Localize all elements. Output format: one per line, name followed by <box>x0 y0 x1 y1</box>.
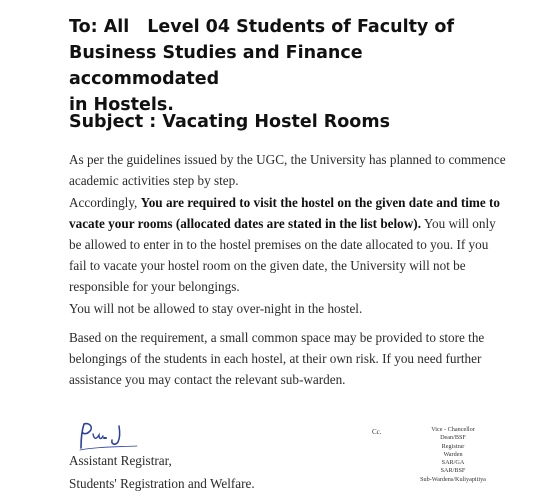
signature-mark <box>75 420 145 454</box>
recipient-heading <box>69 14 509 118</box>
paragraph-overnight: You will not be allowed to stay over-night in the hostel. <box>69 301 363 316</box>
paragraph-guidelines: As per the guidelines issued by the UGC, the University has planned to commence academic activities step by step. <box>69 152 506 188</box>
cc-list <box>398 426 508 484</box>
paragraph-instructions <box>69 192 509 297</box>
cc-item: Sub-Wardens/Kuliyapitiya <box>420 475 486 483</box>
recipient-line-1-rest: Level 04 Students of Faculty of <box>147 17 455 37</box>
cc-item: Warden <box>443 450 463 458</box>
recipient-line-2: Business Studies and Finance accommodated <box>69 43 363 89</box>
cc-item: Vice - Chancellor <box>431 426 475 433</box>
cc-item: Registrar <box>441 442 465 450</box>
subject-heading: Subject : Vacating Hostel Rooms <box>69 112 390 132</box>
recipient-lead: To: All <box>69 17 130 37</box>
recipient-line-1 <box>69 14 509 40</box>
signer-title: Assistant Registrar, <box>69 453 172 468</box>
instructions-bold: You are required to visit the hostel on the given date and time to vacate your rooms (allocated dates are stated in the list below). <box>69 195 501 231</box>
signer-department: Students' Registration and Welfare. <box>69 476 255 491</box>
handwritten-signature <box>75 420 145 454</box>
instructions-intro: Accordingly, <box>69 195 138 210</box>
instructions-rest: You will only be allowed to enter in to the hostel premises on the date allocated to you. If you fail to vacate your hostel room on the given date, the University will not be responsible for your belongings. <box>69 216 496 294</box>
recipient-line-3: in Hostels. <box>69 95 174 115</box>
cc-label: Cc. <box>372 428 382 436</box>
cc-item: SAR/GA <box>441 459 465 467</box>
cc-item: SAR/BSF <box>440 467 466 475</box>
paragraph-storage: Based on the requirement, a small common space may be provided to store the belongings of the students in each hostel, at their own risk. If you need further assistance you may contact the relevant sub-warden. <box>69 330 485 387</box>
cc-item: Dean/BSF <box>440 434 466 442</box>
